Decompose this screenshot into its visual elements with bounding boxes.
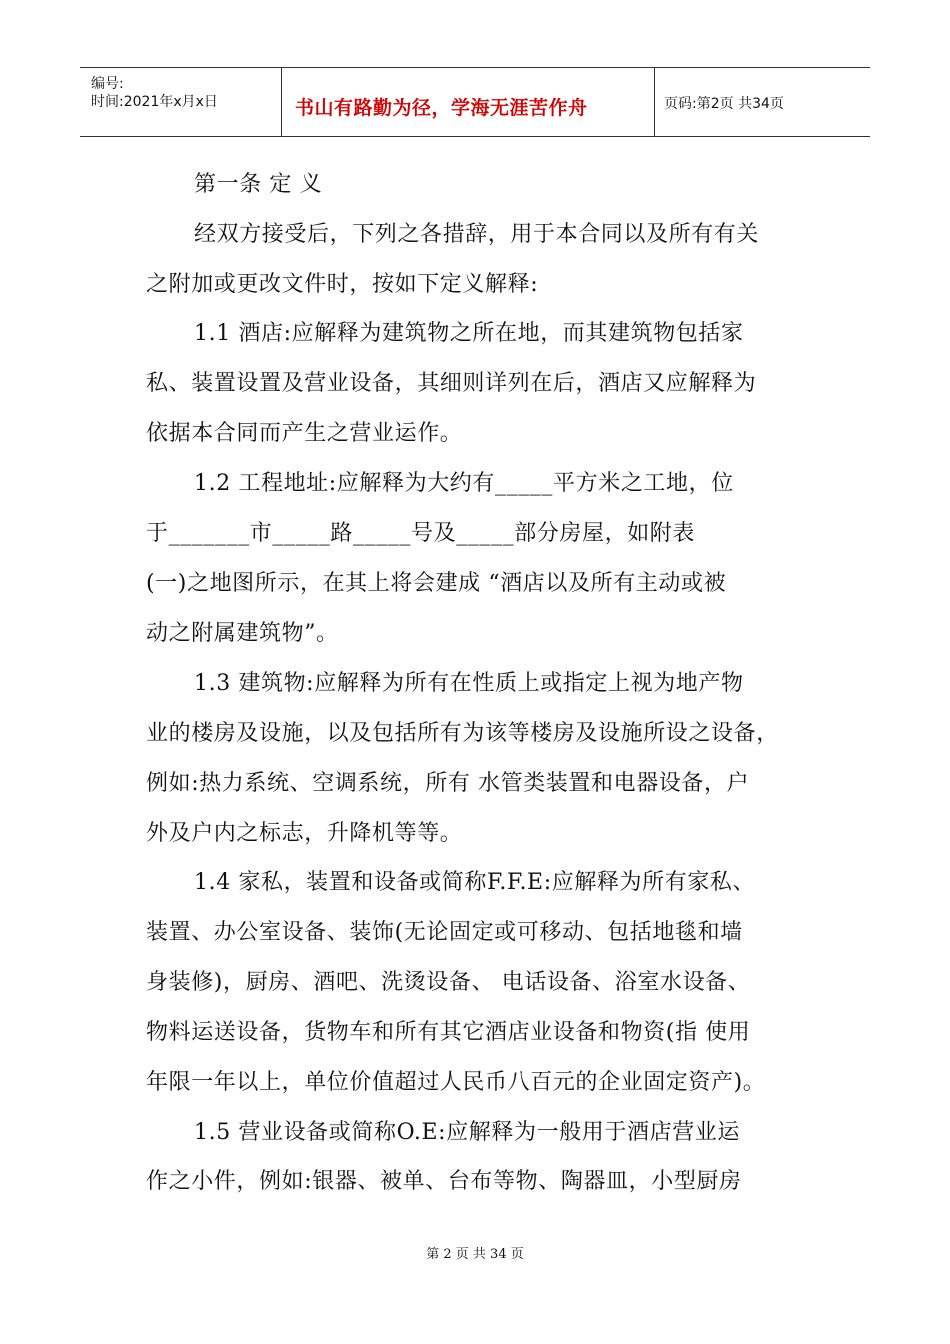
- page-footer: 第 2 页 共 34 页: [426, 1247, 524, 1262]
- paragraph-line: 动之附属建筑物”。: [146, 621, 339, 646]
- motto: 书山有路勤为径，学海无涯苦作舟: [295, 97, 588, 119]
- paragraph-line: 1.1 酒店:应解释为建筑物之所在地，而其建筑物包括家: [194, 321, 744, 346]
- header-motto-cell: [282, 68, 655, 136]
- paragraph-line: 例如:热力系统、空调系统，所有 水管类装置和电器设备，户: [146, 771, 750, 796]
- paragraph-line: 依据本合同而产生之营业运作。: [146, 421, 463, 446]
- page-info: 页码:第2页 共34页: [664, 96, 784, 112]
- paragraph-line: 1.5 营业设备或简称O.E:应解释为一般用于酒店营业运: [194, 1120, 740, 1145]
- paragraph-line: 经双方接受后，下列之各措辞，用于本合同以及所有有关: [194, 222, 760, 247]
- paragraph-line: 1.3 建筑物:应解释为所有在性质上或指定上视为地产物: [194, 671, 744, 696]
- paragraph-line: 1.4 家私，装置和设备或简称F.F.E:应解释为所有家私、: [194, 870, 756, 895]
- header-page-cell: [655, 68, 870, 136]
- paragraph-line: 于_______市_____路_____号及_____部分房屋，如附表: [146, 521, 696, 546]
- paragraph-line: 之附加或更改文件时，按如下定义解释:: [146, 272, 539, 297]
- paragraph-line: 业的楼房及设施，以及包括所有为该等楼房及设施所设之设备，: [146, 721, 779, 746]
- paragraph-line: (一)之地图所示，在其上将会建成 “酒店以及所有主动或被: [146, 571, 727, 596]
- paragraph-line: 外及户内之标志，升降机等等。: [146, 821, 463, 846]
- paragraph-line: 1.2 工程地址:应解释为大约有_____平方米之工地，位: [194, 471, 734, 496]
- document-number: 编号:: [91, 76, 124, 92]
- paragraph-line: 年限一年以上，单位价值超过人民币八百元的企业固定资产)。: [146, 1070, 766, 1095]
- paragraph-line: 私、装置设置及营业设备，其细则详列在后，酒店又应解释为: [146, 371, 757, 396]
- paragraph-line: 作之小件，例如:银器、被单、台布等物、陶器皿，小型厨房: [146, 1169, 742, 1194]
- header-meta-cell: [80, 68, 282, 136]
- paragraph-line: 身装修)，厨房、酒吧、洗烫设备、 电话设备、浴室水设备、: [146, 970, 751, 995]
- header-table: [80, 67, 870, 137]
- paragraph-line: 装置、办公室设备、装饰(无论固定或可移动、包括地毯和墙: [146, 920, 743, 945]
- article-heading: 第一条 定 义: [194, 172, 323, 197]
- document-date: 时间:2021年x月x日: [91, 94, 218, 110]
- paragraph-line: 物料运送设备，货物车和所有其它酒店业设备和物资(指 使用: [146, 1020, 751, 1045]
